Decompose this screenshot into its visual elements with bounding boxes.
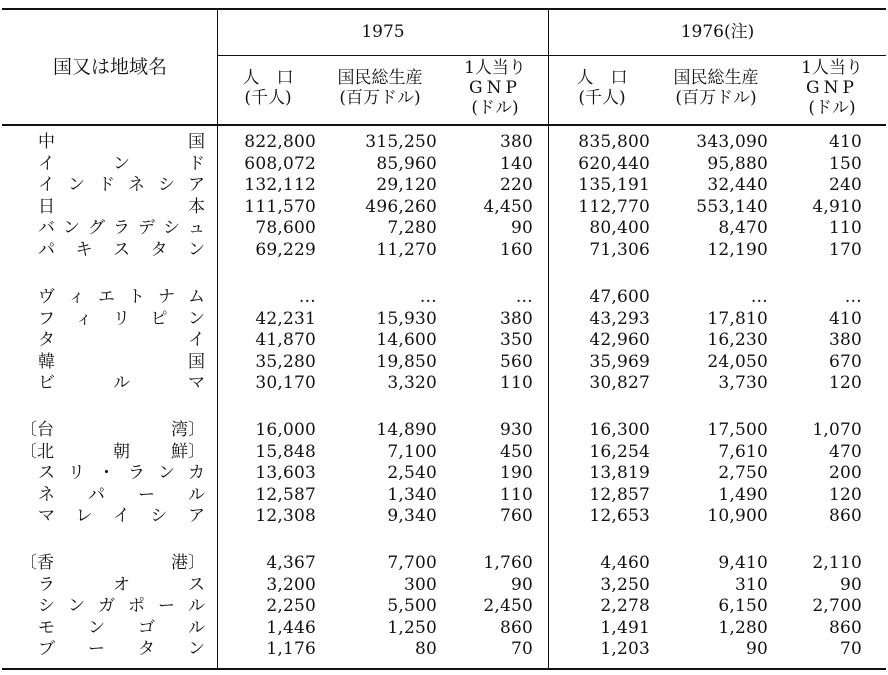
row-name-char: イ: [38, 175, 55, 196]
row-name-char: ン: [63, 218, 80, 239]
row-value-cell: 10,900: [707, 506, 768, 527]
row-value-cell: 380: [499, 132, 533, 152]
corner-header: 国又は地域名: [52, 56, 167, 78]
row-name-char: ガ: [98, 596, 115, 617]
row-value-cell: 4,450: [483, 196, 533, 217]
row-value-cell: 9,340: [387, 506, 437, 527]
row-value-cell: 132,112: [244, 175, 316, 196]
row-name-char: ス: [113, 240, 130, 260]
row-name-char: 韓: [38, 351, 55, 372]
row-value-cell: 2,450: [483, 596, 533, 617]
name-column-rule: [217, 9, 218, 669]
row-name-char: キ: [75, 240, 93, 260]
row-value-cell: 4,910: [812, 196, 862, 217]
row-value-cell: 16,000: [255, 420, 316, 440]
row-name-char: 〔北: [20, 441, 54, 462]
row-name-char: イ: [113, 506, 130, 527]
row-value-cell: 220: [499, 175, 533, 196]
row-name-char: ン: [188, 308, 205, 329]
row-value-cell: 4,367: [266, 553, 316, 573]
row-value-cell: 12,653: [589, 506, 650, 527]
row-value-cell: 1,490: [718, 484, 768, 505]
row-value-cell: 15,930: [376, 308, 437, 329]
row-name-char: ヴ: [38, 287, 55, 307]
row-name-char: ポ: [128, 596, 145, 617]
row-value-cell: 670: [828, 351, 862, 372]
row-value-cell: 12,190: [707, 240, 768, 260]
row-value-cell: 315,250: [365, 132, 437, 152]
row-value-cell: 2,750: [718, 463, 768, 484]
row-name-char: ネ: [128, 175, 145, 196]
row-name-char: ラ: [128, 463, 145, 484]
row-value-cell: 71,306: [589, 240, 650, 260]
row-value-cell: 12,587: [255, 484, 316, 505]
row-name-char: ン: [188, 639, 205, 660]
row-value-cell: 90: [510, 574, 533, 595]
row-name-char: ラ: [38, 574, 55, 595]
row-name-char: ・: [98, 463, 115, 484]
row-value-cell: 1,203: [600, 639, 650, 660]
row-name-char: ル: [113, 373, 130, 394]
row-value-cell: 1,760: [483, 553, 533, 573]
row-name-char: ネ: [38, 484, 55, 505]
row-value-cell: 7,610: [718, 441, 768, 462]
row-value-cell: 160: [499, 240, 533, 260]
row-value-cell: …: [515, 287, 533, 307]
row-value-cell: 1,340: [387, 484, 437, 505]
row-name-char: カ: [188, 463, 205, 484]
row-value-cell: 110: [499, 373, 533, 394]
row-value-cell: 11,270: [376, 240, 437, 260]
row-value-cell: 410: [828, 132, 862, 152]
row-value-cell: 13,603: [255, 463, 316, 484]
row-name-char: ル: [188, 596, 205, 617]
row-value-cell: 90: [510, 218, 533, 239]
row-name-char: ビ: [38, 373, 55, 394]
row-value-cell: 42,231: [255, 308, 316, 329]
row-name-char: ド: [98, 175, 115, 196]
row-name-char: 本: [188, 196, 205, 217]
subheader-1976-population: 人 口 (千人): [576, 68, 628, 108]
row-name-char: ブ: [38, 639, 55, 660]
year-divider-rule: [548, 9, 549, 669]
row-value-cell: 1,070: [812, 420, 862, 440]
row-value-cell: 9,410: [718, 553, 768, 573]
row-value-cell: 15,848: [255, 441, 316, 462]
row-value-cell: 70: [510, 639, 533, 660]
row-value-cell: 8,470: [718, 218, 768, 239]
row-name-char: ン: [88, 617, 105, 638]
row-value-cell: 17,500: [707, 420, 768, 440]
row-name-char: ン: [68, 596, 85, 617]
row-name-char: リ: [68, 463, 85, 484]
row-name-char: イ: [188, 330, 205, 351]
row-value-cell: 140: [499, 153, 533, 174]
row-value-cell: 450: [499, 441, 533, 462]
row-value-cell: 41,870: [255, 330, 316, 351]
row-name-char: レ: [75, 506, 93, 527]
row-value-cell: 2,700: [812, 596, 862, 617]
row-name-char: ド: [188, 153, 205, 174]
row-name-char: シ: [158, 175, 175, 196]
row-value-cell: 35,280: [255, 351, 316, 372]
row-value-cell: …: [298, 287, 316, 307]
row-name-char: ア: [188, 175, 205, 196]
row-value-cell: 1,250: [387, 617, 437, 638]
row-name-char: タ: [138, 639, 155, 660]
row-value-cell: 760: [499, 506, 533, 527]
row-name-char: ン: [68, 175, 85, 196]
row-name-char: ラ: [113, 218, 130, 239]
row-value-cell: 170: [828, 240, 862, 260]
row-value-cell: 620,440: [578, 153, 650, 174]
bottom-rule: [2, 668, 886, 670]
row-value-cell: 14,890: [376, 420, 437, 440]
row-name-char: 湾〕: [171, 420, 205, 440]
row-value-cell: 2,278: [600, 596, 650, 617]
row-name-char: 国: [188, 351, 205, 372]
row-name-char: マ: [188, 373, 205, 394]
row-value-cell: 110: [499, 484, 533, 505]
row-value-cell: 78,600: [255, 218, 316, 239]
row-value-cell: 14,600: [376, 330, 437, 351]
row-value-cell: 5,500: [387, 596, 437, 617]
row-name-char: タ: [38, 330, 55, 351]
row-value-cell: 240: [828, 175, 862, 196]
row-value-cell: 150: [828, 153, 862, 174]
year-1975-header: 1975: [361, 22, 405, 42]
row-value-cell: 1,491: [600, 617, 650, 638]
row-name-char: ス: [188, 574, 205, 595]
row-value-cell: 380: [499, 308, 533, 329]
row-name-char: シ: [38, 596, 55, 617]
row-name-char: イ: [38, 153, 55, 174]
row-name-char: 〔香: [20, 553, 54, 573]
year-1976-header: 1976(注): [680, 22, 755, 42]
row-value-cell: 343,090: [696, 132, 768, 152]
row-name-char: 鮮〕: [171, 441, 205, 462]
row-value-cell: 43,293: [589, 308, 650, 329]
row-value-cell: 553,140: [696, 196, 768, 217]
row-value-cell: 70: [839, 639, 862, 660]
row-value-cell: 310: [734, 574, 768, 595]
row-value-cell: 16,300: [589, 420, 650, 440]
row-value-cell: 1,176: [266, 639, 316, 660]
subheader-1975-gnp: 国民総生産 (百万ドル): [337, 68, 423, 108]
row-value-cell: 200: [828, 463, 862, 484]
row-value-cell: 860: [499, 617, 533, 638]
row-value-cell: 300: [403, 574, 437, 595]
row-value-cell: 1,446: [266, 617, 316, 638]
row-value-cell: …: [844, 287, 862, 307]
row-value-cell: 860: [828, 617, 862, 638]
row-name-char: バ: [38, 218, 55, 239]
row-value-cell: 560: [499, 351, 533, 372]
row-value-cell: 13,819: [589, 463, 650, 484]
row-value-cell: 4,460: [600, 553, 650, 573]
row-value-cell: 80,400: [589, 218, 650, 239]
row-name-char: ト: [128, 287, 145, 307]
row-value-cell: 822,800: [244, 132, 316, 152]
row-value-cell: 190: [499, 463, 533, 484]
row-value-cell: 350: [499, 330, 533, 351]
subheader-1976-gnp-per-capita: 1人当り GNP (ドル): [801, 58, 863, 118]
row-value-cell: 2,110: [812, 553, 862, 573]
row-name-char: 中: [38, 132, 55, 152]
top-rule: [2, 8, 886, 10]
row-value-cell: 95,880: [707, 153, 768, 174]
row-value-cell: 47,600: [589, 287, 650, 307]
year-1976-underline: [549, 55, 886, 56]
row-name-char: ー: [138, 484, 155, 505]
subheader-1976-gnp: 国民総生産 (百万ドル): [673, 68, 759, 108]
row-value-cell: 7,100: [387, 441, 437, 462]
row-value-cell: 12,308: [255, 506, 316, 527]
row-value-cell: 90: [745, 639, 768, 660]
row-value-cell: 42,960: [589, 330, 650, 351]
row-name-char: エ: [98, 287, 115, 307]
row-value-cell: 7,700: [387, 553, 437, 573]
row-name-char: ー: [158, 596, 175, 617]
row-value-cell: 930: [499, 420, 533, 440]
year-1975-underline: [218, 55, 548, 56]
row-value-cell: 24,050: [707, 351, 768, 372]
row-value-cell: 29,120: [376, 175, 437, 196]
row-value-cell: 80: [414, 639, 437, 660]
row-value-cell: 30,827: [589, 373, 650, 394]
row-value-cell: 19,850: [376, 351, 437, 372]
row-value-cell: 32,440: [707, 175, 768, 196]
row-value-cell: 90: [839, 574, 862, 595]
row-value-cell: 7,280: [387, 218, 437, 239]
row-name-char: 〔台: [20, 420, 54, 440]
row-value-cell: 120: [828, 373, 862, 394]
row-value-cell: 17,810: [707, 308, 768, 329]
row-name-char: ル: [188, 484, 205, 505]
row-name-char: シ: [163, 218, 180, 239]
row-value-cell: 835,800: [578, 132, 650, 152]
row-name-char: ピ: [150, 308, 168, 329]
row-name-char: ュ: [188, 218, 205, 239]
row-name-char: ゴ: [138, 617, 155, 638]
row-name-char: ム: [188, 287, 205, 307]
row-value-cell: 3,730: [718, 373, 768, 394]
subheader-1975-population: 人 口 (千人): [242, 68, 294, 108]
row-value-cell: 2,250: [266, 596, 316, 617]
row-value-cell: 3,320: [387, 373, 437, 394]
row-name-char: ス: [38, 463, 55, 484]
row-value-cell: 860: [828, 506, 862, 527]
subheader-1975-gnp-per-capita: 1人当り GNP (ドル): [464, 58, 526, 118]
row-name-char: モ: [38, 617, 55, 638]
row-name-char: タ: [150, 240, 168, 260]
row-name-char: ル: [188, 617, 205, 638]
row-name-char: ナ: [158, 287, 175, 307]
row-value-cell: 6,150: [718, 596, 768, 617]
row-value-cell: 110: [828, 218, 862, 239]
row-value-cell: 69,229: [255, 240, 316, 260]
row-value-cell: 35,969: [589, 351, 650, 372]
header-rule: [2, 124, 886, 126]
row-name-char: 朝: [113, 441, 130, 462]
row-value-cell: …: [419, 287, 437, 307]
row-value-cell: 135,191: [578, 175, 650, 196]
row-name-char: ン: [113, 153, 130, 174]
row-value-cell: 380: [828, 330, 862, 351]
row-value-cell: 111,570: [244, 196, 316, 217]
row-value-cell: 3,250: [600, 574, 650, 595]
row-value-cell: …: [750, 287, 768, 307]
row-value-cell: 16,230: [707, 330, 768, 351]
row-name-char: 日: [38, 196, 55, 217]
row-name-char: ア: [188, 506, 205, 527]
row-name-char: 国: [188, 132, 205, 152]
row-name-char: ィ: [75, 308, 93, 329]
row-value-cell: 30,170: [255, 373, 316, 394]
row-value-cell: 16,254: [589, 441, 650, 462]
row-value-cell: 112,770: [578, 196, 650, 217]
row-name-char: ィ: [68, 287, 85, 307]
row-value-cell: 470: [828, 441, 862, 462]
row-name-char: マ: [38, 506, 55, 527]
row-value-cell: 85,960: [376, 153, 437, 174]
row-name-char: 港〕: [171, 553, 205, 573]
row-value-cell: 1,280: [718, 617, 768, 638]
row-name-char: オ: [113, 574, 130, 595]
row-name-char: パ: [88, 484, 105, 505]
row-name-char: フ: [38, 308, 55, 329]
row-value-cell: 3,200: [266, 574, 316, 595]
row-value-cell: 12,857: [589, 484, 650, 505]
row-name-char: シ: [150, 506, 168, 527]
row-name-char: デ: [138, 218, 155, 239]
row-name-char: グ: [88, 218, 105, 239]
row-name-char: ン: [158, 463, 175, 484]
row-name-char: ン: [188, 240, 205, 260]
row-name-char: リ: [113, 308, 130, 329]
row-name-char: パ: [38, 240, 55, 260]
row-value-cell: 410: [828, 308, 862, 329]
row-value-cell: 2,540: [387, 463, 437, 484]
row-value-cell: 496,260: [365, 196, 437, 217]
row-value-cell: 608,072: [244, 153, 316, 174]
row-name-char: ー: [88, 639, 105, 660]
row-value-cell: 120: [828, 484, 862, 505]
